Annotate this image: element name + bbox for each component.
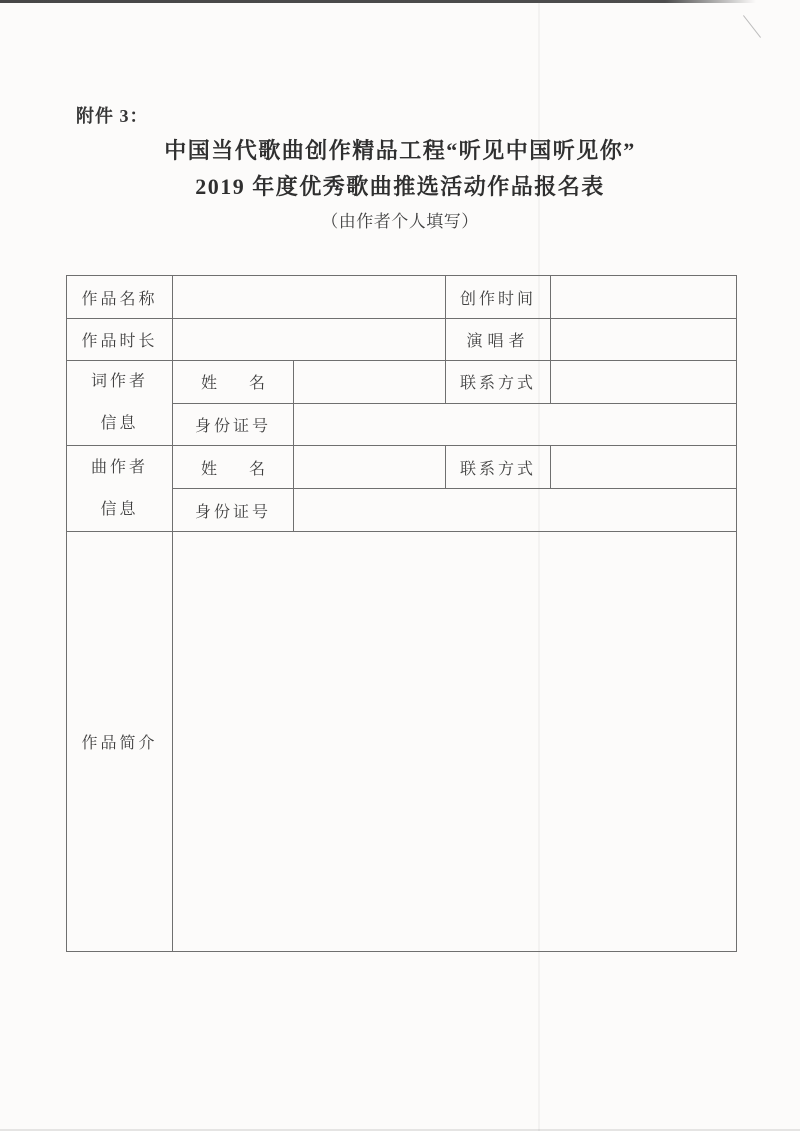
table-row: [67, 276, 737, 319]
work-name-field: [173, 276, 446, 319]
table-row: [67, 532, 737, 952]
composer-name-field: [294, 446, 446, 489]
work-duration-label: 作品时长: [67, 319, 173, 361]
attachment-label: 附件 3：: [76, 106, 149, 126]
composer-group-label-line2: 信息: [100, 500, 139, 518]
lyricist-contact-field: [551, 361, 737, 404]
document-title-line1: 中国当代歌曲创作精品工程“听见中国听见你”: [164, 138, 636, 163]
composer-info-group-label: [67, 446, 173, 532]
work-duration-field: [173, 319, 446, 361]
lyricist-id-field: [294, 403, 737, 446]
document-subtitle: （由作者个人填写）: [321, 212, 479, 231]
lyricist-id-label: 身份证号: [173, 403, 294, 446]
table-row: [67, 319, 737, 361]
table-row: [67, 361, 737, 404]
lyricist-group-label-line2: 信息: [100, 415, 139, 432]
scan-top-edge-line: [0, 0, 756, 3]
lyricist-group-label-line1: 词作者: [90, 373, 148, 390]
creation-time-field: [551, 276, 737, 319]
composer-id-field: [294, 489, 737, 532]
composer-contact-field: [551, 446, 737, 489]
creation-time-label: 创作时间: [446, 276, 551, 319]
registration-form-table: [66, 275, 737, 952]
singer-label: 演唱者: [446, 319, 551, 361]
composer-contact-label: 联系方式: [446, 446, 551, 489]
composer-group-label-line1: 曲作者: [90, 458, 148, 476]
lyricist-contact-label: 联系方式: [446, 361, 551, 404]
document-title-line2: 2019 年度优秀歌曲推选活动作品报名表: [195, 174, 605, 199]
work-intro-label: 作品简介: [67, 532, 173, 952]
composer-name-label: 姓 名: [173, 446, 294, 489]
lyricist-name-field: [294, 361, 446, 404]
composer-id-label: 身份证号: [173, 489, 294, 532]
table-row: [67, 446, 737, 489]
singer-field: [551, 319, 737, 361]
work-name-label: 作品名称: [67, 276, 173, 319]
work-intro-field: [173, 532, 737, 952]
lyricist-name-label: 姓 名: [173, 361, 294, 404]
lyricist-info-group-label: [67, 361, 173, 446]
scan-corner-mark: [743, 15, 761, 38]
